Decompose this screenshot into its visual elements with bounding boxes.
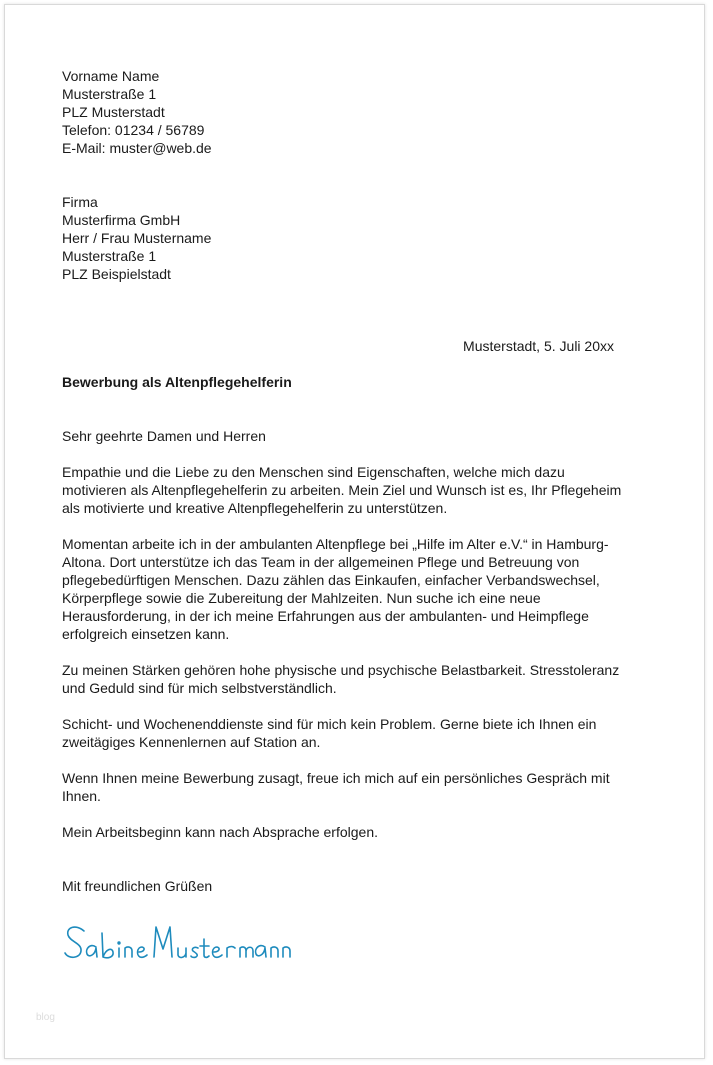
paragraph-line: motivieren als Altenpflegehelferin zu arbeiten. Mein Ziel und Wunsch ist es, Ihr Pflegeheim (62, 482, 622, 498)
letter-subject: Bewerbung als Altenpflegehelferin (62, 374, 292, 390)
sender-street: Musterstraße 1 (62, 86, 157, 102)
recipient-street: Musterstraße 1 (62, 248, 157, 264)
paragraph-line: Körperpflege sowie die Zubereitung der Mahlzeiten. Nun suche ich eine neue (62, 590, 541, 606)
body-paragraph-3 (62, 661, 632, 697)
body-paragraph-5 (62, 769, 632, 805)
paragraph-line: zweitägiges Kennenlernen auf Station an. (62, 734, 321, 750)
paragraph-line: und Geduld sind für mich selbstverständlich. (62, 680, 337, 696)
letter-closing: Mit freundlichen Grüßen (62, 878, 213, 894)
paragraph-line: als motivierte und kreative Altenpflegehelferin zu unterstützen. (62, 500, 448, 516)
sender-email: E-Mail: muster@web.de (62, 140, 212, 156)
paragraph-line: Wenn Ihnen meine Bewerbung zusagt, freue ich mich auf ein persönliches Gespräch mit (62, 770, 610, 786)
paragraph-line: Momentan arbeite ich in der ambulanten Altenpflege bei „Hilfe im Alter e.V.“ in Hamburg- (62, 536, 609, 552)
paragraph-line: Empathie und die Liebe zu den Menschen sind Eigenschaften, welche mich dazu (62, 464, 565, 480)
recipient-company: Musterfirma GmbH (62, 212, 181, 228)
body-paragraph-1 (62, 463, 632, 517)
sender-address (62, 67, 632, 157)
paragraph-line: erfolgreich einsetzen kann. (62, 626, 230, 642)
handwritten-signature (62, 915, 292, 975)
sender-city: PLZ Musterstadt (62, 104, 165, 120)
letter-date: Musterstadt, 5. Juli 20xx (463, 338, 614, 354)
body-paragraph-6 (62, 823, 632, 841)
letter-salutation: Sehr geehrte Damen und Herren (62, 428, 266, 444)
recipient-city: PLZ Beispielstadt (62, 266, 171, 282)
recipient-address (62, 193, 632, 283)
paragraph-line: Herausforderung, in der ich meine Erfahrungen aus der ambulanten- und Heimpflege (62, 608, 589, 624)
body-paragraph-4 (62, 715, 632, 751)
paragraph-line: Zu meinen Stärken gehören hohe physische und psychische Belastbarkeit. Stresstoleranz (62, 662, 620, 678)
paragraph-line: Mein Arbeitsbeginn kann nach Absprache erfolgen. (62, 824, 378, 840)
sender-name: Vorname Name (62, 68, 160, 84)
paragraph-line: Schicht- und Wochenenddienste sind für mich kein Problem. Gerne biete ich Ihnen ein (62, 716, 597, 732)
paragraph-line: pflegebedürftigen Menschen. Dazu zählen das Einkaufen, einfacher Verbandswechsel, (62, 572, 600, 588)
letter-content (62, 67, 632, 895)
body-paragraph-2 (62, 535, 632, 643)
paragraph-line: Ihnen. (62, 788, 101, 804)
recipient-contact: Herr / Frau Mustername (62, 230, 212, 246)
sender-phone: Telefon: 01234 / 56789 (62, 122, 205, 138)
recipient-company-label: Firma (62, 194, 98, 210)
watermark-text: blog (36, 1012, 55, 1023)
paragraph-line: Altona. Dort unterstütze ich das Team in der allgemeinen Pflege und Betreuung von (62, 554, 580, 570)
